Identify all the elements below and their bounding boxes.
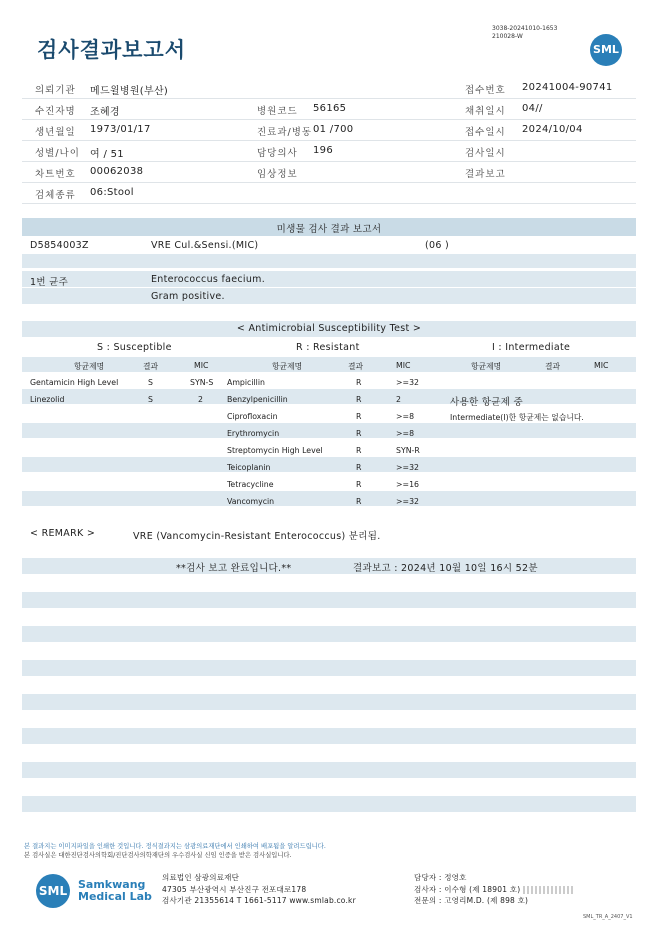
col-drug-left: 항균제명 (74, 362, 105, 371)
legend-resistant: R : Resistant (296, 342, 360, 353)
ast-mid-drug: Vancomycin (227, 497, 275, 506)
dept-value: 01 /700 (313, 124, 354, 135)
form-code: SML_TR_A_2407_V1 (583, 914, 633, 920)
birth-label: 생년월일 (35, 127, 76, 138)
band-empty (22, 728, 636, 744)
test-date-label: 검사일시 (465, 148, 506, 159)
hosp-code-value: 56165 (313, 103, 347, 114)
footer-staff-2: 검사자 : 이수형 (제 18901 호) (414, 885, 521, 894)
sex-age-value: 여 / 51 (90, 149, 124, 160)
footer-org: 의료법인 삼광의료재단 (162, 873, 240, 882)
micro-section-header (22, 218, 636, 236)
brand-line-1: Samkwang (78, 878, 146, 891)
document-number (492, 25, 557, 41)
result-report-label: 결과보고 (465, 169, 506, 180)
footer-staff-2-row (414, 884, 573, 895)
footer-sml-logo: SML (36, 874, 70, 908)
specimen-label: 검체종류 (35, 190, 76, 201)
organism-label: 1번 균주 (30, 277, 69, 288)
ast-header-band (22, 357, 636, 372)
band-empty (22, 626, 636, 642)
birth-value: 1973/01/17 (90, 124, 151, 135)
ast-mid-mic: 2 (396, 395, 401, 404)
band-empty (22, 796, 636, 812)
ast-left-result: S (148, 395, 153, 404)
ast-mid-result: R (356, 429, 362, 438)
ast-mid-mic: >=8 (396, 429, 415, 438)
doc-no-line2: 210028-W (492, 33, 523, 40)
micro-section-title: 미생물 검사 결과 보고서 (276, 224, 382, 235)
ast-mid-result: R (356, 378, 362, 387)
ast-mid-mic: >=8 (396, 412, 415, 421)
ast-title-band (22, 321, 636, 337)
hospital-label: 의뢰기관 (35, 85, 76, 96)
specimen-value: 06:Stool (90, 187, 134, 198)
ast-mid-drug: Teicoplanin (227, 463, 271, 472)
remark-text: VRE (Vancomycin-Resistant Enterococcus) 분리됨. (133, 531, 381, 542)
clinical-label: 임상정보 (257, 169, 298, 180)
ast-title: < Antimicrobial Susceptibility Test > (236, 323, 422, 334)
ast-mid-drug: Tetracycline (227, 480, 274, 489)
chart-value: 00062038 (90, 166, 144, 177)
info-row-1 (22, 78, 636, 99)
col-mic-left: MIC (194, 361, 209, 370)
info-row-5 (22, 162, 636, 183)
footer-note-1: 본 결과지는 이미지파일을 인쇄한 것입니다. 정식결과지는 삼광의료재단에서 인쇄하여 배포됨을 알려드립니다. (24, 843, 326, 850)
ast-note-2: Intermediate(I)한 항균제는 없습니다. (450, 413, 584, 422)
ast-mid-result: R (356, 412, 362, 421)
dept-label: 진료과/병동 (257, 127, 313, 138)
signature-image (523, 886, 573, 894)
col-mic-mid: MIC (396, 361, 411, 370)
band-gram (22, 288, 636, 304)
band-empty (22, 762, 636, 778)
footer-address: 47305 부산광역시 부산진구 전포대로178 (162, 885, 307, 894)
test-code: D5854003Z (30, 240, 89, 251)
sex-age-label: 성별/나이 (35, 148, 80, 159)
completion-band (22, 558, 636, 574)
ast-mid-drug: Ampicillin (227, 378, 265, 387)
ast-mid-mic: >=32 (396, 463, 419, 472)
ast-mid-result: R (356, 395, 362, 404)
ast-left-drug: Linezolid (30, 395, 65, 404)
sml-logo: SML (590, 34, 622, 66)
ast-mid-mic: >=32 (396, 497, 419, 506)
info-row-2 (22, 99, 636, 120)
info-row-4 (22, 141, 636, 162)
legend-intermediate: I : Intermediate (492, 342, 571, 353)
row-band-4 (22, 423, 636, 438)
receipt-date-value: 2024/10/04 (522, 124, 583, 135)
ast-left-drug: Gentamicin High Level (30, 378, 119, 387)
completion-report-time: 결과보고 : 2024년 10월 10일 16시 52분 (353, 563, 538, 574)
collect-date-value: 04// (522, 103, 543, 114)
band-empty-1 (22, 254, 636, 268)
band-empty (22, 694, 636, 710)
ast-mid-drug: Streptomycin High Level (227, 446, 323, 455)
ast-mid-result: R (356, 480, 362, 489)
collect-date-label: 채취일시 (465, 106, 506, 117)
ast-mid-drug: Ciprofloxacin (227, 412, 278, 421)
band-empty (22, 592, 636, 608)
ast-mid-result: R (356, 446, 362, 455)
col-drug-right: 항균제명 (471, 362, 502, 371)
doctor-value: 196 (313, 145, 333, 156)
receipt-no-value: 20241004-90741 (522, 82, 613, 93)
test-suffix: (06 ) (425, 240, 450, 251)
test-name: VRE Cul.&Sensi.(MIC) (151, 240, 259, 251)
band-empty (22, 660, 636, 676)
receipt-date-label: 접수일시 (465, 127, 506, 138)
band-organism (22, 271, 636, 287)
organism-name: Enterococcus faecium. (151, 274, 266, 285)
ast-left-result: S (148, 378, 153, 387)
patient-value: 조혜경 (90, 107, 120, 118)
ast-mid-result: R (356, 463, 362, 472)
info-row-3 (22, 120, 636, 141)
hosp-code-label: 병원코드 (257, 106, 298, 117)
patient-label: 수진자명 (35, 106, 76, 117)
col-result-left: 결과 (143, 362, 159, 371)
page-title: 검사결과보고서 (37, 38, 187, 62)
ast-left-mic: 2 (198, 395, 203, 404)
receipt-no-label: 접수번호 (465, 85, 506, 96)
legend-susceptible: S : Susceptible (97, 342, 172, 353)
gram-stain: Gram positive. (151, 291, 225, 302)
col-drug-mid: 항균제명 (272, 362, 303, 371)
col-result-mid: 결과 (348, 362, 364, 371)
info-row-6 (22, 183, 636, 204)
footer-staff-3: 전문의 : 고영리M.D. (제 898 호) (414, 896, 529, 905)
ast-left-mic: SYN-S (190, 378, 214, 387)
footer-contact: 검사기관 21355614 T 1661-5117 www.smlab.co.kr (162, 896, 356, 905)
footer-staff-1: 담당자 : 정영호 (414, 873, 467, 882)
row-band-6 (22, 457, 636, 472)
hospital-value: 메드윌병원(부산) (90, 86, 169, 97)
chart-label: 차트번호 (35, 169, 76, 180)
col-result-right: 결과 (545, 362, 561, 371)
doc-no-line1: 3038-20241010-1653 (492, 25, 558, 32)
completion-text: **검사 보고 완료입니다.** (176, 563, 292, 574)
ast-mid-drug: Erythromycin (227, 429, 280, 438)
remark-label: < REMARK > (30, 528, 96, 539)
ast-note-1: 사용한 항균제 중 (450, 397, 523, 408)
doctor-label: 담당의사 (257, 148, 298, 159)
ast-mid-result: R (356, 497, 362, 506)
row-band-2 (22, 389, 636, 404)
ast-mid-mic: >=32 (396, 378, 419, 387)
ast-mid-mic: >=16 (396, 480, 419, 489)
brand-line-2: Medical Lab (78, 890, 152, 903)
footer-note-2: 본 검사실은 대한진단검사의학회/진단검사의학재단의 우수검사실 신임 인증을 받은 검사실입니다. (24, 852, 292, 859)
row-band-8 (22, 491, 636, 506)
col-mic-right: MIC (594, 361, 609, 370)
ast-mid-drug: Benzylpenicillin (227, 395, 288, 404)
footer-brand (78, 879, 152, 903)
ast-mid-mic: SYN-R (396, 446, 420, 455)
